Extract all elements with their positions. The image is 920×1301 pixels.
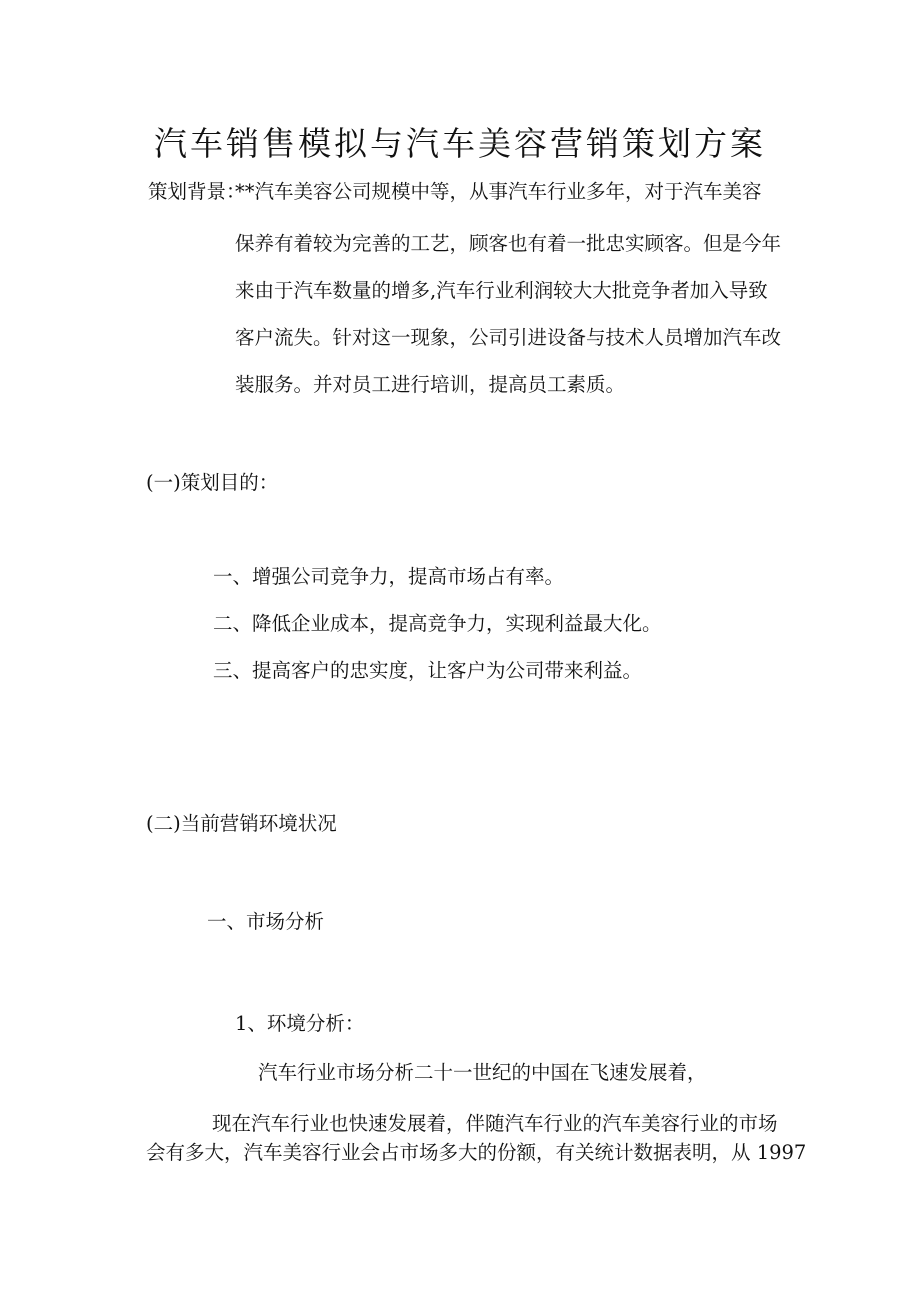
goal-item: 三、提高客户的忠实度，让客户为公司带来利益。 [213, 659, 643, 682]
section-heading-purpose: (一)策划目的： [146, 471, 279, 494]
background-line-2: 保养有着较为完善的工艺，顾客也有着一批忠实顾客。但是今年 [235, 232, 782, 255]
background-label: 策划背景： [148, 180, 246, 203]
section-heading-environment: (二)当前营销环境状况 [146, 812, 337, 835]
background-line-4: 客户流失。针对这一现象，公司引进设备与技术人员增加汽车改 [235, 326, 782, 349]
item-environment-analysis: 1、环境分析： [235, 1012, 365, 1035]
goal-item: 一、增强公司竞争力，提高市场占有率。 [213, 565, 565, 588]
document-title: 汽车销售模拟与汽车美容营销策划方案 [154, 124, 766, 163]
background-line-3: 来由于汽车数量的增多,汽车行业利润较大大批竞争者加入导致 [235, 279, 768, 302]
paragraph-line-1: 汽车行业市场分析二十一世纪的中国在飞速发展着， [258, 1061, 707, 1084]
background-line-1: **汽车美容公司规模中等，从事汽车行业多年，对于汽车美容 [235, 180, 762, 203]
background-line-5: 装服务。并对员工进行培训，提高员工素质。 [235, 373, 626, 396]
paragraph-line-3: 会有多大，汽车美容行业会占市场多大的份额，有关统计数据表明，从 1997 [146, 1141, 807, 1164]
subheading-market-analysis: 一、市场分析 [207, 910, 325, 933]
goal-item: 二、降低企业成本，提高竞争力，实现利益最大化。 [213, 612, 662, 635]
paragraph-line-2: 现在汽车行业也快速发展着，伴随汽车行业的汽车美容行业的市场 [212, 1112, 778, 1135]
